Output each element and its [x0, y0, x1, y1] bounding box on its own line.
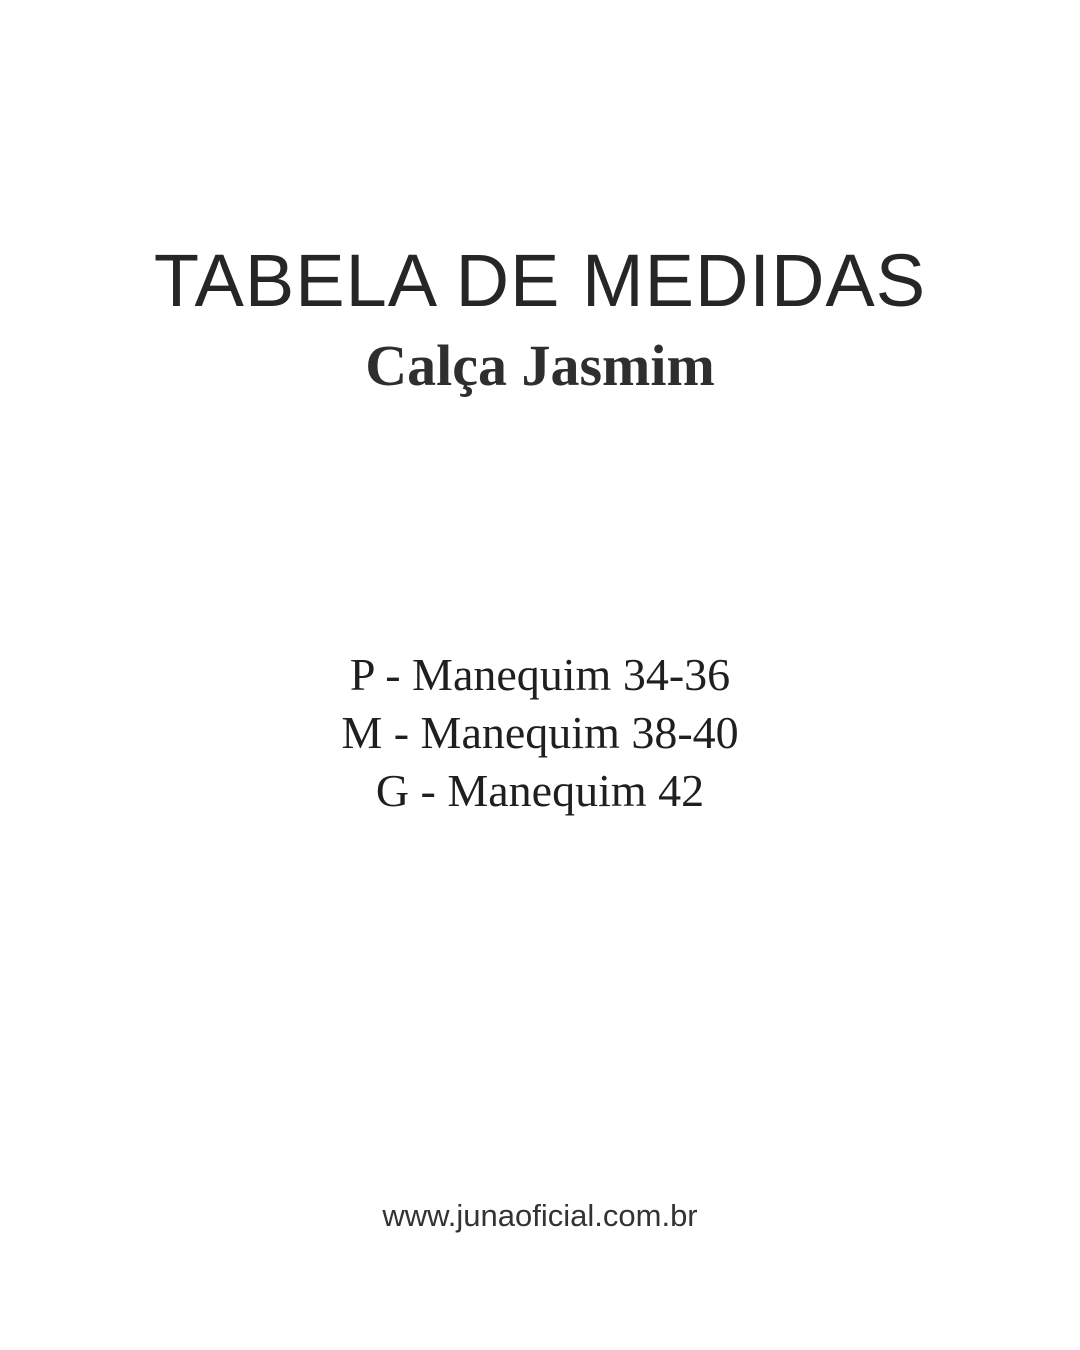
size-item-m: M - Manequim 38-40 — [341, 707, 739, 758]
size-item-p: P - Manequim 34-36 — [349, 649, 731, 700]
page-title: TABELA DE MEDIDAS — [153, 239, 927, 322]
product-name: Calça Jasmim — [365, 333, 715, 398]
size-list — [0, 646, 1080, 820]
size-item-g: G - Manequim 42 — [375, 765, 705, 816]
website-url: www.junaoficial.com.br — [382, 1198, 698, 1233]
